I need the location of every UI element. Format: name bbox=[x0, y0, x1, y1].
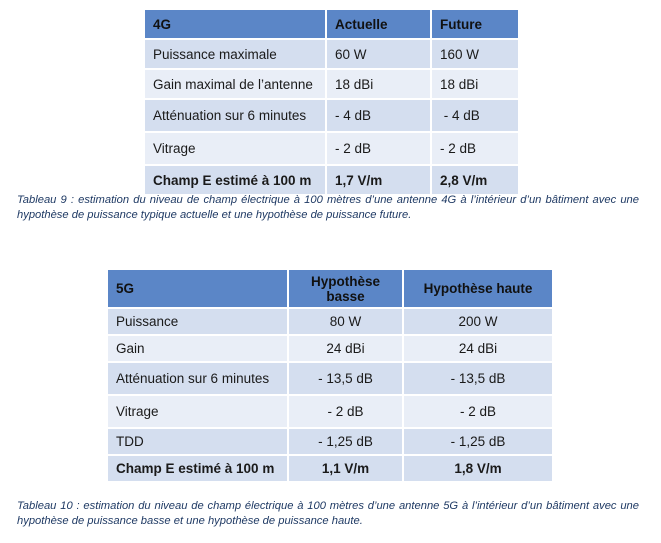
table-cell: - 13,5 dB bbox=[404, 363, 552, 394]
row-label: Gain bbox=[108, 336, 287, 361]
row-label: Vitrage bbox=[108, 396, 287, 427]
header-cell: 4G bbox=[145, 10, 325, 38]
table-cell: - 2 dB bbox=[432, 133, 518, 164]
header-cell: Actuelle bbox=[327, 10, 430, 38]
table-cell: - 4 dB bbox=[327, 100, 430, 131]
table-cell: 80 W bbox=[289, 309, 402, 334]
table-cell: - 4 dB bbox=[432, 100, 518, 131]
table-caption: Tableau 10 : estimation du niveau de champ électrique à 100 mètres d’une antenne 5G à l’intérieur d’un bâtiment avec une hypothèse de puissance basse et une hypothèse de puissance haute. bbox=[17, 500, 639, 527]
table-cell: 200 W bbox=[404, 309, 552, 334]
table-cell: - 2 dB bbox=[404, 396, 552, 427]
table-cell: - 1,25 dB bbox=[289, 429, 402, 454]
table-row bbox=[145, 100, 518, 131]
table-row bbox=[108, 363, 552, 394]
table-cell: 18 dBi bbox=[327, 70, 430, 98]
table-row bbox=[108, 336, 552, 361]
table-row bbox=[145, 133, 518, 164]
table-5g bbox=[106, 268, 554, 483]
row-label: Atténuation sur 6 minutes bbox=[108, 363, 287, 394]
row-label: Atténuation sur 6 minutes bbox=[145, 100, 325, 131]
row-label: Champ E estimé à 100 m bbox=[145, 166, 325, 194]
row-label: Puissance bbox=[108, 309, 287, 334]
table-cell: - 1,25 dB bbox=[404, 429, 552, 454]
header-cell: 5G bbox=[108, 270, 287, 307]
row-label: Puissance maximale bbox=[145, 40, 325, 68]
table-row bbox=[145, 40, 518, 68]
table-cell: - 2 dB bbox=[327, 133, 430, 164]
table-cell: 2,8 V/m bbox=[432, 166, 518, 194]
header-cell: Hypothèse haute bbox=[404, 270, 552, 307]
table-cell: 24 dBi bbox=[289, 336, 402, 361]
row-label: Vitrage bbox=[145, 133, 325, 164]
row-label: TDD bbox=[108, 429, 287, 454]
table-cell: - 2 dB bbox=[289, 396, 402, 427]
table-header-row bbox=[108, 270, 552, 307]
table-cell: 1,1 V/m bbox=[289, 456, 402, 481]
table-row bbox=[108, 396, 552, 427]
table-total-row bbox=[108, 456, 552, 481]
table-cell: - 13,5 dB bbox=[289, 363, 402, 394]
table-row bbox=[108, 429, 552, 454]
table-4g bbox=[143, 8, 520, 196]
table-cell: 1,7 V/m bbox=[327, 166, 430, 194]
row-label: Gain maximal de l’antenne bbox=[145, 70, 325, 98]
table-row bbox=[145, 70, 518, 98]
header-cell: Hypothèse basse bbox=[289, 270, 402, 307]
row-label: Champ E estimé à 100 m bbox=[108, 456, 287, 481]
table-cell: 1,8 V/m bbox=[404, 456, 552, 481]
table-cell: 24 dBi bbox=[404, 336, 552, 361]
table-cell: 160 W bbox=[432, 40, 518, 68]
table-cell: 60 W bbox=[327, 40, 430, 68]
table-row bbox=[108, 309, 552, 334]
header-cell: Future bbox=[432, 10, 518, 38]
table-cell: 18 dBi bbox=[432, 70, 518, 98]
table-caption: Tableau 9 : estimation du niveau de champ électrique à 100 mètres d’une antenne 4G à l’intérieur d’un bâtiment avec une hypothèse de puissance typique actuelle et une hypothèse de puissance future. bbox=[17, 194, 639, 221]
table-header-row bbox=[145, 10, 518, 38]
table-total-row bbox=[145, 166, 518, 194]
